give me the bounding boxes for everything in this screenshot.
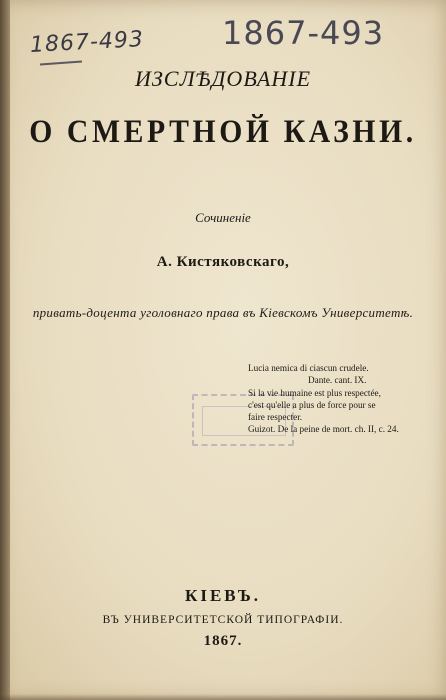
epigraph-line: Guizot. De la peine de mort. ch. II, c. 24. <box>248 424 399 435</box>
epigraph <box>248 362 438 436</box>
page-edge <box>0 694 446 700</box>
byline-label: Сочиненіе <box>195 210 251 225</box>
handwritten-shelfmark-left: 1867-493 <box>29 27 145 58</box>
imprint-press: ВЪ УНИВЕРСИТЕТСКОЙ ТИПОГРАФІИ. <box>102 614 344 626</box>
epigraph-line: c'est qu'elle a plus de force pour se <box>248 399 376 410</box>
imprint-city: КІЕВЪ. <box>185 586 261 605</box>
handwritten-shelfmark-right: 1867-493 <box>222 14 385 52</box>
imprint-year: 1867. <box>203 633 243 649</box>
epigraph-line: Dante. cant. IX. <box>308 375 367 386</box>
epigraph-line: faire respecter. <box>248 412 303 423</box>
author-position: привать-доцента уголовнаго права въ Кіевскомъ Университетѣ. <box>32 305 414 320</box>
epigraph-line: Lucia nemica di ciascun crudele. <box>248 363 369 373</box>
pencil-underline <box>40 61 82 66</box>
epigraph-line: Si la vie humaine est plus respectée, <box>248 387 381 398</box>
title-line-1: ИЗСЛѢДОВАНІЕ <box>134 66 312 91</box>
title-line-2: О СМЕРТНОЙ КАЗНИ. <box>29 114 417 150</box>
author-name: А. Кистяковскаго, <box>156 254 290 270</box>
